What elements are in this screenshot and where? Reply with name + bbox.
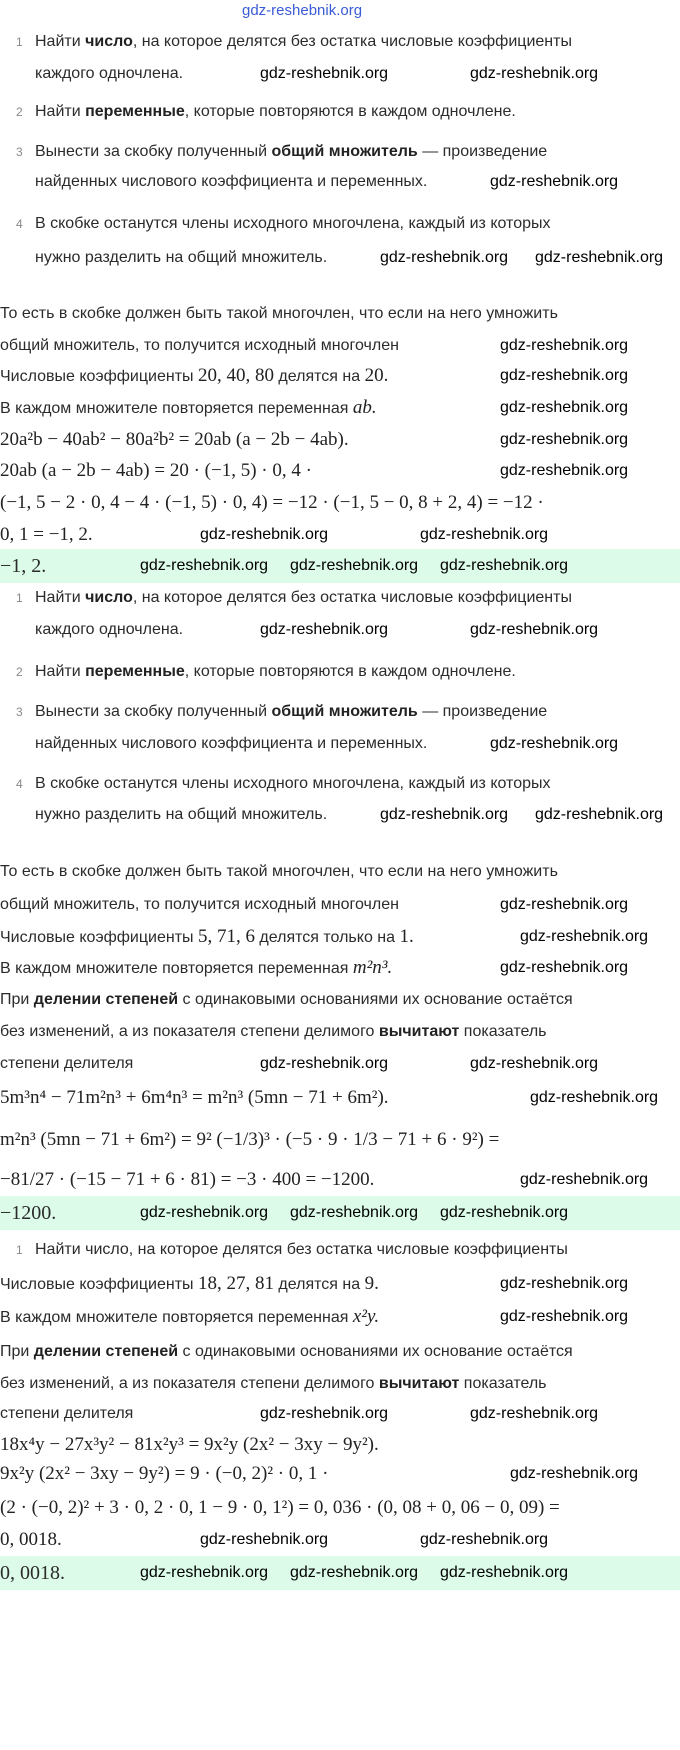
watermark: gdz-reshebnik.org	[380, 249, 509, 266]
text: показатель	[459, 1023, 547, 1040]
explanation-line1: То есть в скобке должен быть такой многочлен, что если на него умножить	[0, 863, 558, 880]
watermark: gdz-reshebnik.org	[470, 65, 599, 82]
watermark: gdz-reshebnik.org	[470, 1055, 599, 1072]
rule-line2	[0, 1022, 547, 1042]
text: Числовые коэффициенты	[0, 368, 198, 385]
watermark: gdz-reshebnik.org	[520, 1171, 649, 1188]
watermark: gdz-reshebnik.org	[500, 959, 629, 976]
text: делятся только на	[254, 929, 400, 946]
watermark: gdz-reshebnik.org	[140, 1204, 269, 1221]
step-number: 1	[16, 591, 23, 605]
bold-text: вычитают	[378, 1023, 460, 1040]
watermark: gdz-reshebnik.org	[420, 526, 549, 543]
step-number: 2	[16, 665, 23, 679]
math: m²n³.	[352, 957, 393, 978]
formula-line: 20a²b − 40ab² − 80a²b² = 20ab (a − 2b − 4ab).	[0, 429, 349, 450]
coefficients-line	[0, 366, 388, 387]
step-bold: переменные	[85, 663, 185, 680]
watermark: gdz-reshebnik.org	[500, 431, 629, 448]
watermark: gdz-reshebnik.org	[500, 1308, 629, 1325]
step-text: — произведение	[417, 703, 548, 720]
step-4-line2: нужно разделить на общий множитель.	[35, 249, 328, 266]
formula-line: 0, 1 = −1, 2.	[0, 524, 93, 545]
variable-line	[0, 1307, 379, 1328]
step-1	[35, 588, 572, 608]
text: Числовые коэффициенты	[0, 929, 198, 946]
watermark: gdz-reshebnik.org	[260, 65, 389, 82]
explanation-line1: То есть в скобке должен быть такой многочлен, что если на него умножить	[0, 305, 558, 322]
answer: −1200.	[0, 1202, 57, 1224]
step-1	[35, 32, 572, 52]
rule-line3: степени делителя	[0, 1055, 134, 1072]
watermark: gdz-reshebnik.org	[380, 806, 509, 823]
text: При	[0, 991, 34, 1008]
math: 5, 71, 6	[197, 926, 255, 947]
watermark: gdz-reshebnik.org	[500, 399, 629, 416]
formula-line: 9x²y (2x² − 3xy − 9y²) = 9 · (−0, 2)² · 0, 1 ·	[0, 1463, 329, 1484]
step-1-line2: каждого одночлена.	[35, 621, 184, 638]
step-3-line2: найденных числового коэффициента и переменных.	[35, 173, 428, 190]
watermark: gdz-reshebnik.org	[440, 1204, 569, 1221]
step-2	[35, 102, 516, 122]
watermark: gdz-reshebnik.org	[535, 806, 664, 823]
formula-line: (−1, 5 − 2 · 0, 4 − 4 · (−1, 5) · 0, 4) = −12 · (−1, 5 − 0, 8 + 2, 4) = −12 ·	[0, 492, 544, 513]
watermark: gdz-reshebnik.org	[260, 621, 389, 638]
site-watermark-link[interactable]: gdz-reshebnik.org	[242, 2, 363, 19]
formula-line: 18x⁴y − 27x³y² − 81x²y³ = 9x²y (2x² − 3xy − 9y²).	[0, 1434, 379, 1455]
formula-line: 20ab (a − 2b − 4ab) = 20 · (−1, 5) · 0, 4 ·	[0, 460, 312, 481]
math: x²y.	[352, 1306, 380, 1327]
step-2	[35, 662, 516, 682]
watermark: gdz-reshebnik.org	[500, 1275, 629, 1292]
step-4: В скобке останутся члены исходного многочлена, каждый из которых	[35, 215, 551, 232]
step-number: 1	[16, 35, 23, 49]
step-text: Вынести за скобку полученный	[35, 703, 272, 720]
math: 20, 40, 80	[197, 365, 274, 386]
rule-line1	[0, 1342, 573, 1362]
text: без изменений, а из показателя степени делимого	[0, 1375, 379, 1392]
step-bold: число	[85, 33, 133, 50]
watermark: gdz-reshebnik.org	[490, 173, 619, 190]
step-bold: общий множитель	[271, 143, 418, 160]
watermark: gdz-reshebnik.org	[420, 1531, 549, 1548]
watermark: gdz-reshebnik.org	[500, 896, 629, 913]
step-number: 3	[16, 705, 23, 719]
step-text: , которые повторяются в каждом одночлене.	[184, 663, 516, 680]
step-3	[35, 702, 547, 722]
step-text: Найти	[35, 589, 86, 606]
watermark: gdz-reshebnik.org	[200, 1531, 329, 1548]
watermark: gdz-reshebnik.org	[470, 1405, 599, 1422]
step-number: 2	[16, 105, 23, 119]
math: 18, 27, 81	[197, 1273, 274, 1294]
watermark: gdz-reshebnik.org	[290, 557, 419, 574]
step-text: , на которое делятся без остатка числовые коэффициенты	[132, 589, 572, 606]
watermark: gdz-reshebnik.org	[290, 1204, 419, 1221]
watermark: gdz-reshebnik.org	[200, 526, 329, 543]
step-number: 1	[16, 1243, 23, 1257]
step-number: 3	[16, 145, 23, 159]
step-1: Найти число, на которое делятся без остатка числовые коэффициенты	[35, 1241, 568, 1258]
bold-text: делении степеней	[33, 1343, 179, 1360]
watermark: gdz-reshebnik.org	[140, 1564, 269, 1581]
step-bold: общий множитель	[271, 703, 418, 720]
text: показатель	[459, 1375, 547, 1392]
rule-line3: степени делителя	[0, 1405, 134, 1422]
step-bold: переменные	[85, 103, 185, 120]
watermark: gdz-reshebnik.org	[440, 557, 569, 574]
rule-line2	[0, 1374, 547, 1394]
watermark: gdz-reshebnik.org	[440, 1564, 569, 1581]
step-number: 4	[16, 217, 23, 231]
math: 9.	[364, 1273, 379, 1294]
text: В каждом множителе повторяется переменная	[0, 960, 353, 977]
explanation-line2: общий множитель, то получится исходный многочлен	[0, 337, 399, 354]
text: делятся на	[273, 1276, 365, 1293]
step-4: В скобке останутся члены исходного многочлена, каждый из которых	[35, 775, 551, 792]
text: Числовые коэффициенты	[0, 1276, 198, 1293]
watermark: gdz-reshebnik.org	[535, 249, 664, 266]
rule-line1	[0, 990, 573, 1010]
formula-line: 5m³n⁴ − 71m²n³ + 6m⁴n³ = m²n³ (5mn − 71 + 6m²).	[0, 1087, 389, 1108]
formula-line: m²n³ (5mn − 71 + 6m²) = 9² (−1/3)³ · (−5 · 9 · 1/3 − 71 + 6 · 9²) =	[0, 1129, 500, 1150]
step-4-line2: нужно разделить на общий множитель.	[35, 806, 328, 823]
answer: −1, 2.	[0, 555, 47, 577]
coefficients-line	[0, 927, 414, 948]
watermark: gdz-reshebnik.org	[290, 1564, 419, 1581]
watermark: gdz-reshebnik.org	[500, 337, 629, 354]
formula-line: 0, 0018.	[0, 1529, 62, 1550]
watermark: gdz-reshebnik.org	[490, 735, 619, 752]
watermark: gdz-reshebnik.org	[260, 1405, 389, 1422]
bold-text: вычитают	[378, 1375, 460, 1392]
step-text: Найти	[35, 103, 86, 120]
text: с одинаковыми основаниями их основание остаётся	[178, 1343, 573, 1360]
formula-line: −81/27 · (−15 − 71 + 6 · 81) = −3 · 400 = −1200.	[0, 1169, 375, 1190]
text: В каждом множителе повторяется переменная	[0, 1309, 353, 1326]
variable-line	[0, 958, 392, 979]
math: ab.	[352, 397, 377, 418]
step-text: Найти	[35, 33, 86, 50]
watermark: gdz-reshebnik.org	[140, 557, 269, 574]
math: 20.	[364, 365, 389, 386]
watermark: gdz-reshebnik.org	[500, 462, 629, 479]
text: делятся на	[273, 368, 365, 385]
step-3	[35, 142, 547, 162]
watermark: gdz-reshebnik.org	[510, 1465, 639, 1482]
step-number: 4	[16, 777, 23, 791]
watermark: gdz-reshebnik.org	[520, 928, 649, 945]
text: При	[0, 1343, 34, 1360]
step-text: , которые повторяются в каждом одночлене.	[184, 103, 516, 120]
step-bold: число	[85, 589, 133, 606]
text: с одинаковыми основаниями их основание остаётся	[178, 991, 573, 1008]
coefficients-line	[0, 1274, 379, 1295]
math: 1.	[399, 926, 414, 947]
formula-line: (2 · (−0, 2)² + 3 · 0, 2 · 0, 1 − 9 · 0, 1²) = 0, 036 · (0, 08 + 0, 06 − 0, 09) =	[0, 1497, 560, 1518]
variable-line	[0, 398, 377, 419]
step-text: , на которое делятся без остатка числовые коэффициенты	[132, 33, 572, 50]
text: В каждом множителе повторяется переменная	[0, 400, 353, 417]
step-text: Найти	[35, 663, 86, 680]
step-text: Вынести за скобку полученный	[35, 143, 272, 160]
text: без изменений, а из показателя степени делимого	[0, 1023, 379, 1040]
watermark: gdz-reshebnik.org	[500, 367, 629, 384]
answer: 0, 0018.	[0, 1562, 65, 1584]
watermark: gdz-reshebnik.org	[530, 1089, 659, 1106]
step-3-line2: найденных числового коэффициента и переменных.	[35, 735, 428, 752]
explanation-line2: общий множитель, то получится исходный многочлен	[0, 896, 399, 913]
watermark: gdz-reshebnik.org	[470, 621, 599, 638]
watermark: gdz-reshebnik.org	[260, 1055, 389, 1072]
step-text: — произведение	[417, 143, 548, 160]
step-1-line2: каждого одночлена.	[35, 65, 184, 82]
bold-text: делении степеней	[33, 991, 179, 1008]
